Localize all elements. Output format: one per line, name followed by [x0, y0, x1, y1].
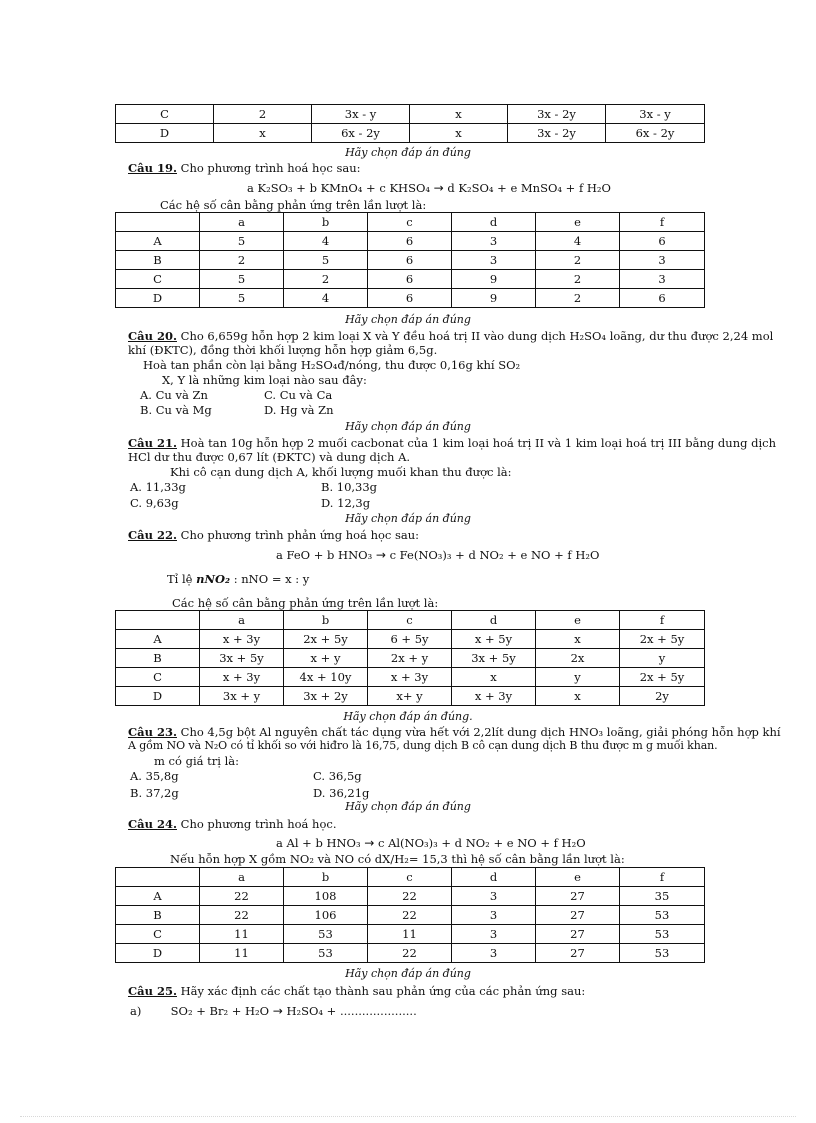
option-d: D. Hg và Zn — [264, 403, 334, 417]
option-a: A. 35,8g — [130, 769, 179, 783]
choose-answer-note: Hãy chọn đáp án đúng — [345, 146, 471, 159]
choose-answer-note: Hãy chọn đáp án đúng — [345, 512, 471, 525]
question-23-line1: Câu 23. Cho 4,5g bột Al nguyên chất tác dụng vừa hết với 2,2lít dung dịch HNO₃ loãng, giải phóng hỗn hợp khí — [128, 725, 781, 739]
question-label: Câu 19. — [128, 161, 177, 175]
table-row: C x + 3y 4x + 10y x + 3y x y 2x + 5y — [116, 668, 705, 687]
question-22-equation: a FeO + b HNO₃ → c Fe(NO₃)₃ + d NO₂ + e NO + f H₂O — [276, 548, 600, 562]
question-25-intro: Câu 25. Hãy xác định các chất tạo thành sau phản ứng của các phản ứng sau: — [128, 984, 586, 998]
question-25-item-a: a) SO₂ + Br₂ + H₂O → H₂SO₄ + ..................... — [130, 1004, 417, 1018]
answer-table-top — [115, 104, 705, 143]
question-23-line3: m có giá trị là: — [154, 754, 239, 768]
choose-answer-note: Hãy chọn đáp án đúng. — [343, 710, 473, 723]
reaction-arrow-icon: → — [272, 1004, 283, 1018]
question-label: Câu 24. — [128, 817, 177, 831]
option-d: D. 12,3g — [321, 496, 371, 510]
reaction-arrow-icon: → — [375, 548, 386, 562]
option-a: A. Cu và Zn — [140, 388, 208, 402]
choose-answer-note: Hãy chọn đáp án đúng — [345, 313, 471, 326]
question-22-prompt: Các hệ số cân bằng phản ứng trên lần lượt là: — [172, 596, 439, 610]
answer-table-24 — [115, 867, 705, 963]
table-header-row: a b c d e f — [116, 611, 705, 630]
table-row: C 5 2 6 9 2 3 — [116, 270, 705, 289]
question-20-line3: Hoà tan phần còn lại bằng H₂SO₄đ/nóng, thu được 0,16g khí SO₂ — [143, 358, 521, 372]
table-row: D 3x + y 3x + 2y x+ y x + 3y x 2y — [116, 687, 705, 706]
answer-table-22 — [115, 610, 705, 706]
table-row: B 22 106 22 3 27 53 — [116, 906, 705, 925]
question-22-ratio: Tỉ lệ nNO₂ : nNO = x : y — [167, 572, 310, 586]
question-21-line2: HCl dư thu được 0,67 lít (ĐKTC) và dung dịch A. — [128, 450, 411, 464]
question-19-equation: a K₂SO₃ + b KMnO₄ + c KHSO₄ → d K₂SO₄ + e MnSO₄ + f H₂O — [247, 181, 611, 195]
option-b: B. 10,33g — [321, 480, 378, 494]
question-22-intro: Câu 22. Cho phương trình phản ứng hoá học sau: — [128, 528, 420, 542]
table-row: A 5 4 6 3 4 6 — [116, 232, 705, 251]
question-23-line2: A gồm NO và N₂O có tỉ khối so với hiđro là 16,75, dung dịch B cô cạn dung dịch B thu được m g muối khan. — [128, 739, 718, 752]
question-19-intro: Câu 19. Cho phương trình hoá học sau: — [128, 161, 361, 175]
table-row: C 11 53 11 3 27 53 — [116, 925, 705, 944]
table-row: D x 6x - 2y x 3x - 2y 6x - 2y — [116, 124, 705, 143]
reaction-arrow-icon: → — [433, 181, 444, 195]
option-c: C. 36,5g — [313, 769, 362, 783]
question-24-equation: a Al + b HNO₃ → c Al(NO₃)₃ + d NO₂ + e NO + f H₂O — [276, 836, 586, 850]
question-24-intro: Câu 24. Cho phương trình hoá học. — [128, 817, 337, 831]
answer-table-19 — [115, 212, 705, 308]
table-row: D 5 4 6 9 2 6 — [116, 289, 705, 308]
table-header-row: a b c d e f — [116, 868, 705, 887]
table-header-row: a b c d e f — [116, 213, 705, 232]
question-21-line3: Khi cô cạn dung dịch A, khối lượng muối khan thu được là: — [170, 465, 512, 479]
table-row: B 2 5 6 3 2 3 — [116, 251, 705, 270]
question-label: Câu 25. — [128, 984, 177, 998]
question-20-line1: Câu 20. Cho 6,659g hỗn hợp 2 kim loại X và Y đều hoá trị II vào dung dịch H₂SO₄ loãng, dư thu được 2,24 mol — [128, 329, 774, 343]
table-row: D 11 53 22 3 27 53 — [116, 944, 705, 963]
choose-answer-note: Hãy chọn đáp án đúng — [345, 967, 471, 980]
reaction-arrow-icon: → — [364, 836, 375, 850]
choose-answer-note: Hãy chọn đáp án đúng — [345, 800, 471, 813]
question-label: Câu 21. — [128, 436, 177, 450]
question-19-prompt: Các hệ số cân bằng phản ứng trên lần lượt là: — [160, 198, 427, 212]
table-row: C 2 3x - y x 3x - 2y 3x - y — [116, 105, 705, 124]
question-label: Câu 23. — [128, 725, 177, 739]
question-label: Câu 22. — [128, 528, 177, 542]
option-d: D. 36,21g — [313, 786, 370, 800]
table-row: A x + 3y 2x + 5y 6 + 5y x + 5y x 2x + 5y — [116, 630, 705, 649]
page-bottom-divider — [20, 1116, 796, 1117]
question-20-line2: khí (ĐKTC), đồng thời khối lượng hỗn hợp giảm 6,5g. — [128, 343, 438, 357]
table-row: A 22 108 22 3 27 35 — [116, 887, 705, 906]
option-c: C. Cu và Ca — [264, 388, 333, 402]
question-24-prompt: Nếu hỗn hợp X gồm NO₂ và NO có dX/H₂= 15,3 thì hệ số cân bằng lần lượt là: — [170, 852, 625, 866]
question-label: Câu 20. — [128, 329, 177, 343]
option-b: B. 37,2g — [130, 786, 179, 800]
option-c: C. 9,63g — [130, 496, 179, 510]
option-a: A. 11,33g — [130, 480, 186, 494]
option-b: B. Cu và Mg — [140, 403, 212, 417]
question-21-line1: Câu 21. Hoà tan 10g hỗn hợp 2 muối cacbonat của 1 kim loại hoá trị II và 1 kim loại hoá trị III bằng dung dịch — [128, 436, 777, 450]
table-row: B 3x + 5y x + y 2x + y 3x + 5y 2x y — [116, 649, 705, 668]
question-20-line4: X, Y là những kim loại nào sau đây: — [162, 373, 367, 387]
choose-answer-note: Hãy chọn đáp án đúng — [345, 420, 471, 433]
